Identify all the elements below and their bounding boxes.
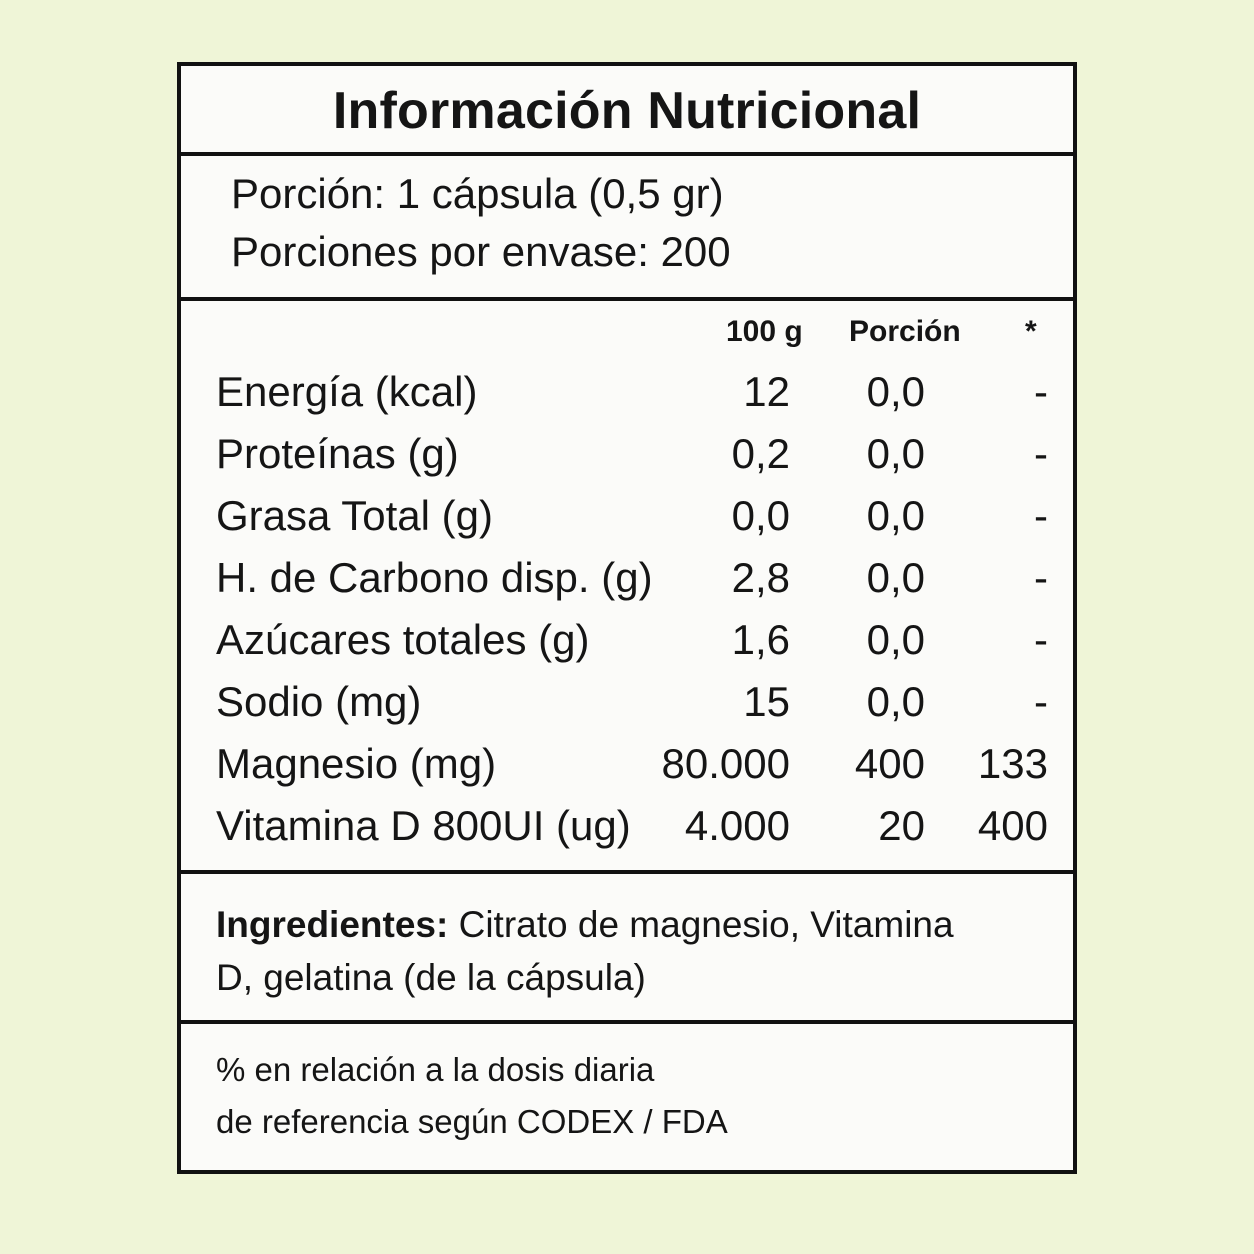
nutrient-name: Vitamina D 800UI (ug) (216, 802, 631, 849)
nutrient-name: H. de Carbono disp. (g) (216, 554, 653, 601)
table-row (181, 678, 1073, 743)
ingredients-text (216, 898, 956, 1004)
nutrient-percent: - (1034, 616, 1048, 663)
nutrient-percent: - (1034, 368, 1048, 415)
nutrient-per-100g: 12 (743, 368, 790, 415)
footnote-line-1: % en relación a la dosis diaria (216, 1051, 655, 1088)
nutrient-per-portion: 0,0 (866, 430, 925, 477)
nutrient-per-portion: 400 (854, 740, 925, 787)
nutrition-table (181, 301, 1073, 874)
footnote-line-2: de referencia según CODEX / FDA (216, 1103, 728, 1140)
nutrient-per-portion: 0,0 (866, 368, 925, 415)
table-row (181, 616, 1073, 681)
label-title: Información Nutricional (332, 82, 922, 140)
nutrient-per-100g: 15 (743, 678, 790, 725)
nutrient-percent: - (1034, 554, 1048, 601)
table-row (181, 430, 1073, 495)
nutrient-per-100g: 4.000 (684, 802, 790, 849)
nutrient-name: Azúcares totales (g) (216, 616, 590, 663)
ingredients-section (181, 874, 1073, 1024)
nutrient-percent: 133 (977, 740, 1048, 787)
nutrient-name: Sodio (mg) (216, 678, 422, 725)
nutrient-per-portion: 20 (878, 802, 925, 849)
portions-per-container: Porciones por envase: 200 (231, 228, 731, 275)
nutrient-per-portion: 0,0 (866, 554, 925, 601)
label-title-section (181, 66, 1073, 156)
nutrient-per-100g: 1,6 (731, 616, 790, 663)
header-per-100g: 100 g (726, 315, 803, 348)
portion-size: Porción: 1 cápsula (0,5 gr) (231, 170, 724, 217)
portion-info (181, 156, 1073, 301)
table-row (181, 554, 1073, 619)
nutrient-per-portion: 0,0 (866, 616, 925, 663)
footnote-section (181, 1024, 1073, 1170)
nutrient-name: Energía (kcal) (216, 368, 478, 415)
nutrient-per-100g: 2,8 (731, 554, 790, 601)
nutrient-name: Grasa Total (g) (216, 492, 493, 539)
nutrition-facts-label (177, 62, 1077, 1174)
nutrient-per-100g: 0,0 (731, 492, 790, 539)
nutrient-per-portion: 0,0 (866, 492, 925, 539)
nutrient-percent: 400 (977, 802, 1048, 849)
table-row (181, 492, 1073, 557)
ingredients-list: Citrato de magnesio, Vitamina D, gelatina (de la cápsula) (216, 904, 954, 998)
ingredients-label: Ingredientes: (216, 904, 449, 945)
table-row (181, 802, 1073, 867)
nutrient-name: Magnesio (mg) (216, 740, 497, 787)
nutrient-percent: - (1034, 678, 1048, 725)
table-row (181, 740, 1073, 805)
header-percent-marker: * (1025, 315, 1037, 348)
table-row (181, 368, 1073, 433)
nutrient-percent: - (1034, 430, 1048, 477)
nutrient-per-portion: 0,0 (866, 678, 925, 725)
nutrient-name: Proteínas (g) (216, 430, 459, 477)
nutrient-per-100g: 0,2 (731, 430, 790, 477)
nutrient-per-100g: 80.000 (661, 740, 790, 787)
nutrient-percent: - (1034, 492, 1048, 539)
header-per-portion: Porción (849, 315, 961, 348)
